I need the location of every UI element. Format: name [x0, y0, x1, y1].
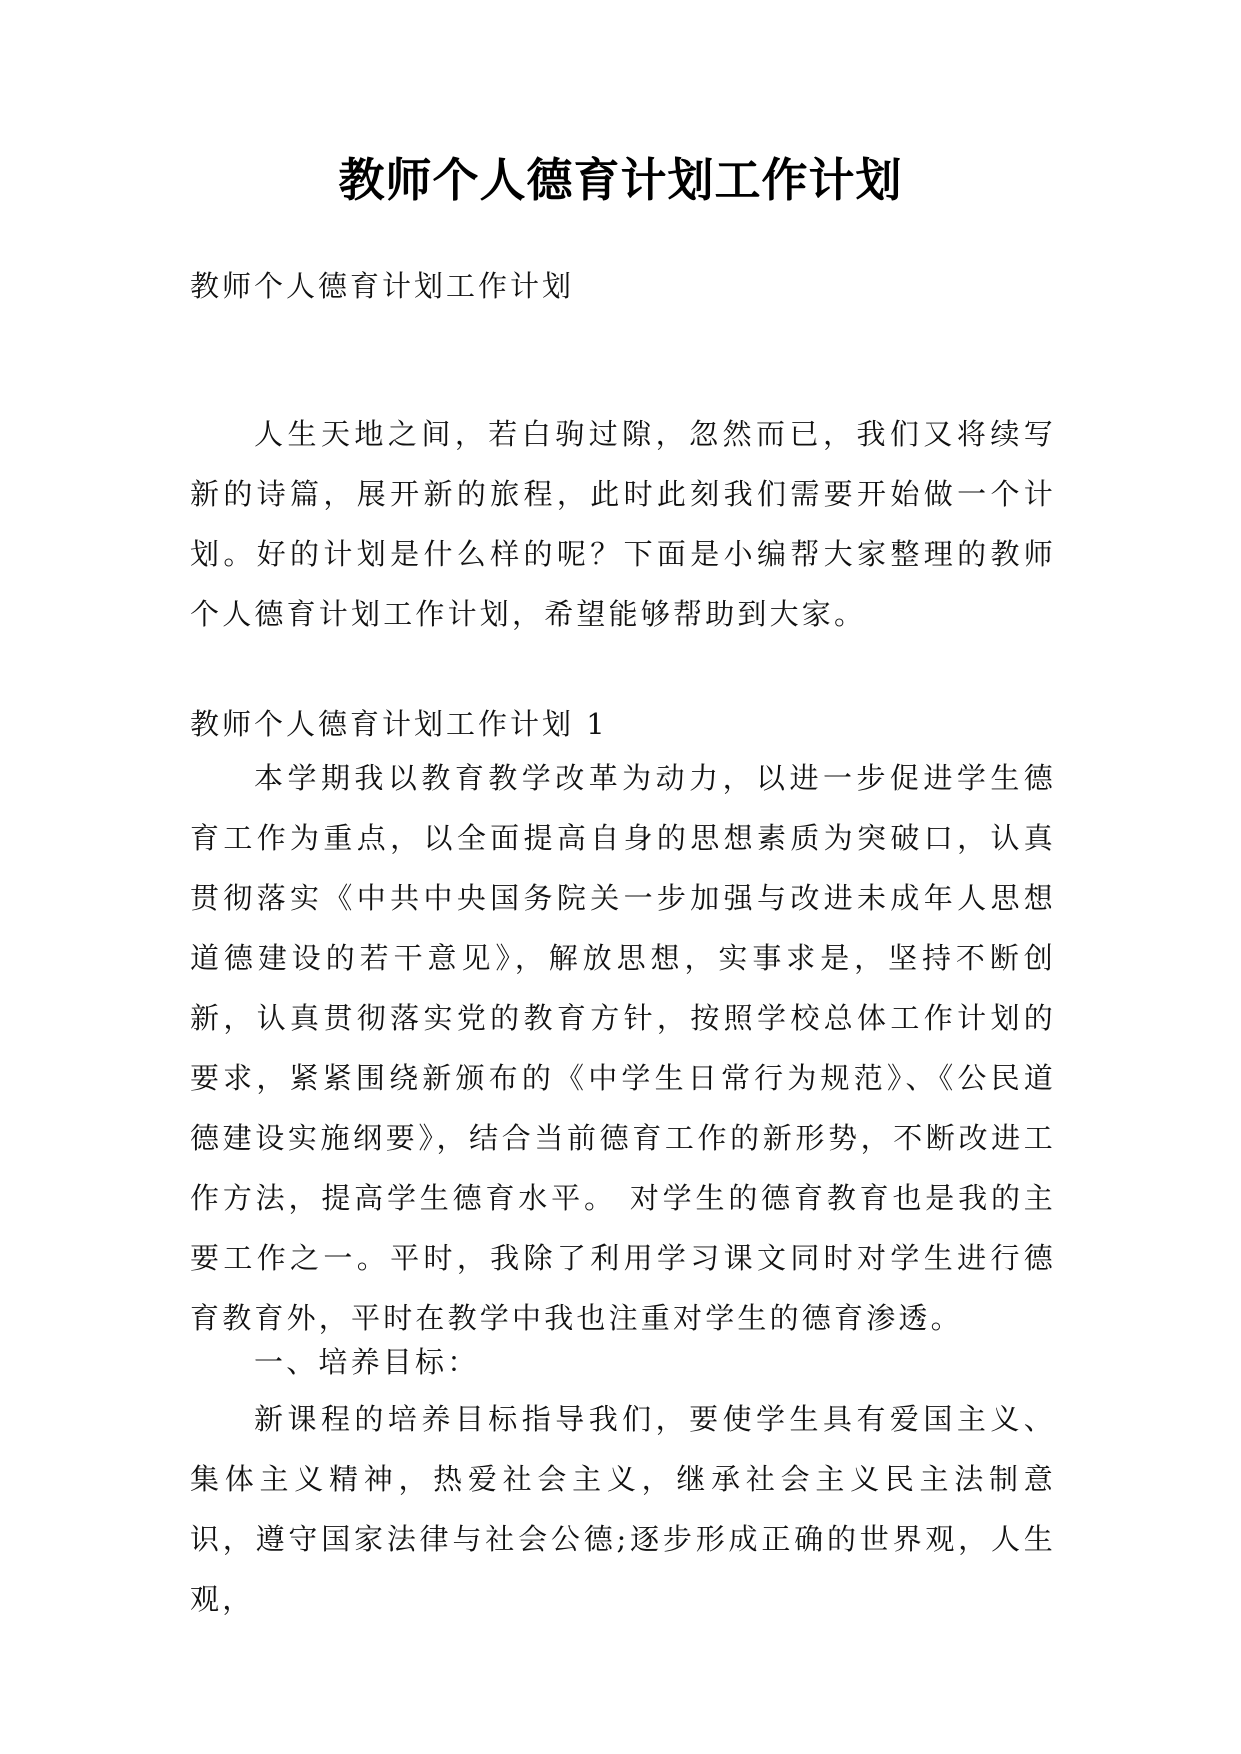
document-subtitle: 教师个人德育计划工作计划: [190, 269, 575, 303]
goal-heading: 一、培养目标：: [254, 1345, 480, 1379]
section-1-title: 教师个人德育计划工作计划 1: [190, 707, 608, 741]
section-1-paragraph: 本学期我以教育教学改革为动力，以进一步促进学生德育工作为重点，以全面提高自身的思想素质为突破口，认真贯彻落实《中共中央国务院关一步加强与改进未成年人思想道德建设的若干意见》，解放思想，实事求是，坚持不断创新，认真贯彻落实党的教育方针，按照学校总体工作计划的要求，紧紧围绕新颁布的《中学生日常行为规范》、《公民道德建设实施纲要》，结合当前德育工作的新形势，不断改进工作方法，提高学生德育水平。 对学生的德育教育也是我的主要工作之一。平时，我除了利用学习课文同时对学生进行德育教育外，平时在教学中我也注重对学生的德育渗透。: [190, 761, 1056, 1335]
document-title: 教师个人德育计划工作计划: [338, 153, 903, 207]
intro-paragraph: 人生天地之间，若白驹过隙，忽然而已，我们又将续写新的诗篇，展开新的旅程，此时此刻我们需要开始做一个计划。好的计划是什么样的呢？下面是小编帮大家整理的教师个人德育计划工作计划，希望能够帮助到大家。: [190, 417, 1056, 631]
goal-paragraph: 新课程的培养目标指导我们，要使学生具有爱国主义、集体主义精神，热爱社会主义，继承社会主义民主法制意识，遵守国家法律与社会公德;逐步形成正确的世界观，人生观，: [190, 1402, 1056, 1616]
